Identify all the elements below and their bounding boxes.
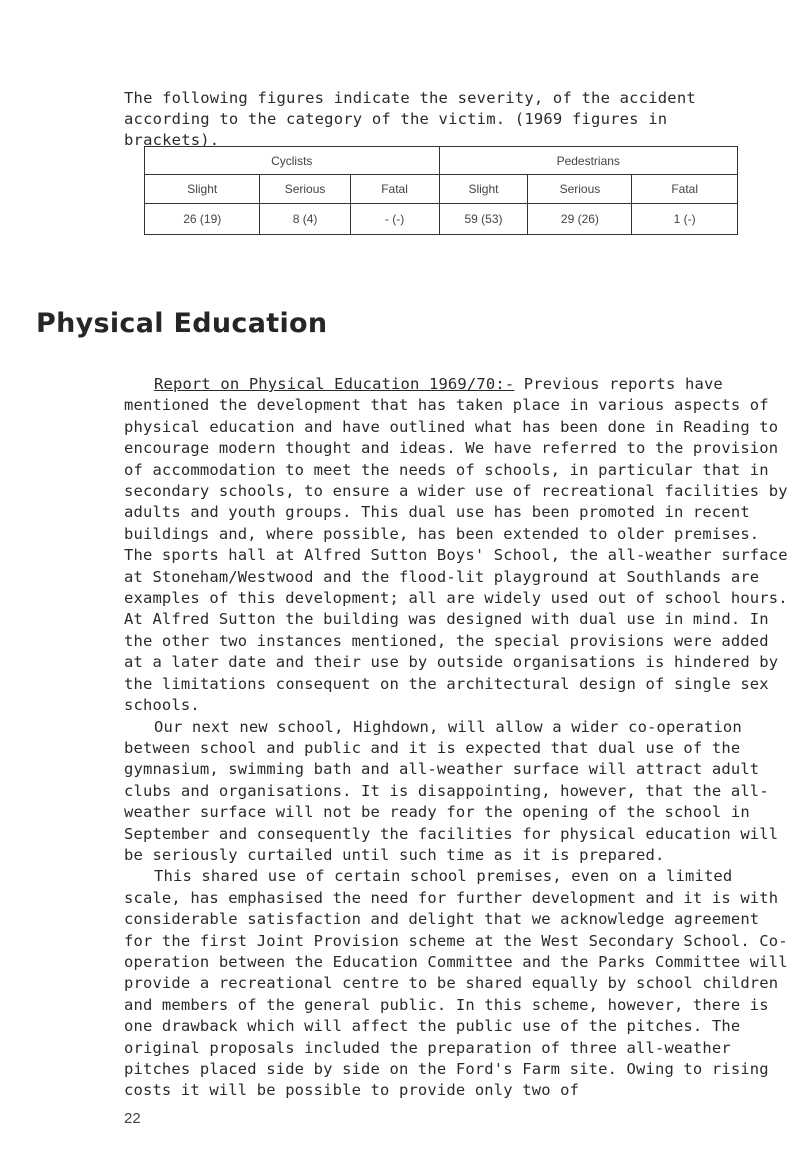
section-title: Physical Education [36, 308, 328, 339]
report-body [124, 374, 796, 1102]
table-column-row [145, 175, 738, 204]
table-cell: 59 (53) [439, 204, 528, 235]
report-paragraph-text: Previous reports have mentioned the development that has taken place in various aspects of physical education and have outlined what has been done in Reading to encourage modern thought and ideas. We have referred to the provision of accommodation to meet the needs of schools, in particular that in secondary schools, to ensure a wider use of recreational facilities by adults and youth groups. This dual use has been promoted in recent buildings and, where possible, has been extended to older premises. The sports hall at Alfred Sutton Boys' School, the all-weather surface at Stoneham/Westwood and the flood-lit playground at Southlands are examples of this development; all are widely used out of school hours. At Alfred Sutton the building was designed with dual use in mind. In the other two instances mentioned, the special provisions were added at a later date and their use by outside organisations is hindered by the limitations consequent on the architectural design of single sex schools. [124, 375, 788, 715]
group-header-pedestrians: Pedestrians [439, 147, 737, 175]
table-cell: 1 (-) [632, 204, 738, 235]
report-paragraph: Our next new school, Highdown, will allow a wider co-operation between school and public and it is expected that dual use of the gymnasium, swimming bath and all-weather surface will attract adult clubs and organisations. It is disappointing, however, that the all-weather surface will not be ready for the opening of the school in September and consequently the facilities for physical education will be seriously curtailed until such time as it is prepared. [124, 717, 779, 864]
column-header: Serious [528, 175, 632, 204]
table-cell: 8 (4) [260, 204, 350, 235]
table-row [145, 204, 738, 235]
column-header: Fatal [632, 175, 738, 204]
report-paragraph [124, 374, 796, 717]
table-cell: 26 (19) [145, 204, 260, 235]
accident-severity-table [144, 146, 738, 235]
intro-paragraph: The following figures indicate the severity, of the accident according to the category of the victim. (1969 figures in brackets). [124, 89, 696, 149]
page-number: 22 [124, 1110, 141, 1127]
table-cell: - (-) [350, 204, 439, 235]
intro-text [124, 88, 764, 151]
table-group-row [145, 147, 738, 175]
group-header-cyclists: Cyclists [145, 147, 440, 175]
column-header: Serious [260, 175, 350, 204]
column-header: Slight [439, 175, 528, 204]
table-cell: 29 (26) [528, 204, 632, 235]
report-heading: Report on Physical Education 1969/70:- [154, 375, 515, 393]
column-header: Slight [145, 175, 260, 204]
column-header: Fatal [350, 175, 439, 204]
report-paragraph: This shared use of certain school premises, even on a limited scale, has emphasised the need for further development and it is with considerable satisfaction and delight that we acknowledge agreement for the first Joint Provision scheme at the West Secondary School. Co-operation between the Education Committee and the Parks Committee will provide a recreational centre to be shared equally by school children and members of the general public. In this scheme, however, there is one drawback which will affect the public use of the pitches. The original proposals included the preparation of three all-weather pitches placed side by side on the Ford's Farm site. Owing to rising costs it will be possible to provide only two of [124, 867, 788, 1100]
